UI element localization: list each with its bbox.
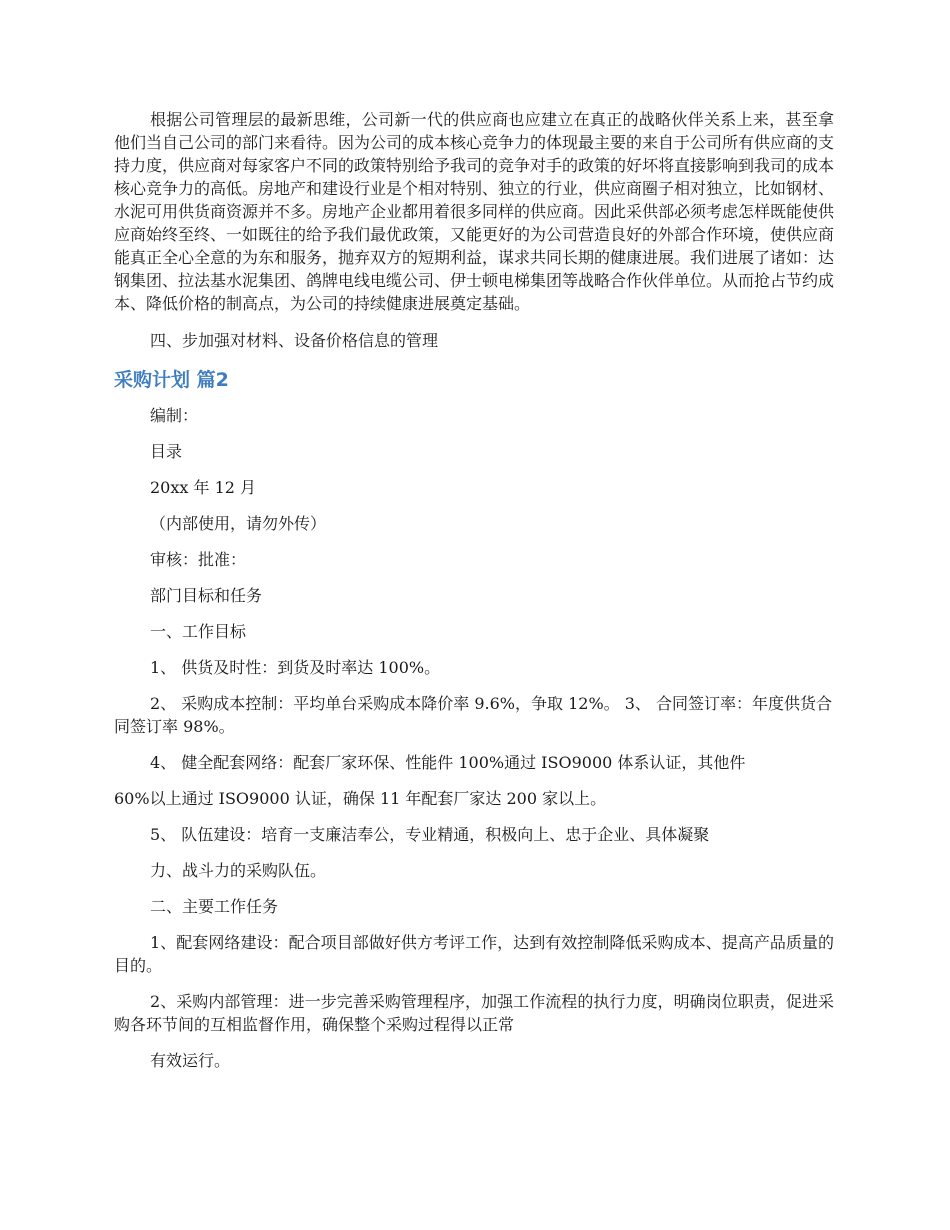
main-tasks-heading: 二、主要工作任务 (150, 897, 279, 916)
intro-paragraph: 根据公司管理层的最新思维，公司新一代的供应商也应建立在真正的战略伙伴关系上来，甚至拿他们当自己公司的部门来看待。因为公司的成本核心竞争力的体现最主要的来自于公司所有供应商的支持力度，供应商对每家客户不同的政策特别给予我司的竞争对手的政策的好坏将直接影响到我司的成本核心竞争力的高低。房地产和建设行业是个相对特别、独立的行业，供应商圈子相对独立，比如钢材、水泥可用供货商资源并不多。房地产企业都用着很多同样的供应商。因此采供部必须考虑怎样既能使供应商始终至终、一如既往的给予我们最优政策，又能更好的为公司营造良好的外部合作环境，使供应商能真正全心全意的为东和服务，抛弃双方的短期利益，谋求共同长期的健康进展。我们进展了诸如：达钢集团、拉法基水泥集团、鸽牌电线电缆公司、伊士顿电梯集团等战略合作伙伴单位。从而抢占节约成本、降低价格的制高点，为公司的持续健康进展奠定基础。 (114, 110, 835, 313)
goal-item-5-line1: 5、 队伍建设：培育一支廉洁奉公，专业精通，积极向上、忠于企业、具体凝聚 (150, 825, 710, 844)
goal-item-4-line1: 4、 健全配套网络：配套厂家环保、性能件 100%通过 ISO9000 体系认证，其他件 (150, 753, 746, 772)
goal-item-2-3: 2、 采购成本控制：平均单台采购成本降价率 9.6%，争取 12%。 3、 合同签订率：年度供货合同签订率 98%。 (114, 694, 833, 736)
section-four-heading: 四、步加强对材料、设备价格信息的管理 (150, 331, 439, 350)
task-item-1: 1、配套网络建设：配合项目部做好供方考评工作，达到有效控制降低采购成本、提高产品质量的目的。 (114, 933, 834, 975)
internal-use-line: （内部使用，请勿外传） (150, 514, 327, 533)
dept-goals-line: 部门目标和任务 (150, 586, 263, 605)
toc-line: 目录 (150, 442, 183, 461)
document-page (114, 108, 834, 1072)
task-item-2: 2、采购内部管理：进一步完善采购管理程序，加强工作流程的执行力度，明确岗位职责，促进采购各环节间的互相监督作用，确保整个采购过程得以正常 (114, 992, 834, 1034)
review-line: 审核：批准： (150, 550, 247, 569)
goal-item-5-line2: 力、战斗力的采购队伍。 (150, 861, 327, 880)
goal-item-1: 1、 供货及时性：到货及时率达 100%。 (150, 658, 441, 677)
task-item-2-tail: 有效运行。 (150, 1051, 231, 1070)
goal-item-4-line2: 60%以上通过 ISO9000 认证，确保 11 年配套厂家达 200 家以上。 (114, 789, 607, 808)
date-line: 20xx 年 12 月 (150, 478, 257, 497)
section-heading: 采购计划 篇2 (114, 369, 229, 391)
bianzhi-line: 编制： (150, 406, 199, 425)
work-goal-heading: 一、工作目标 (150, 622, 247, 641)
